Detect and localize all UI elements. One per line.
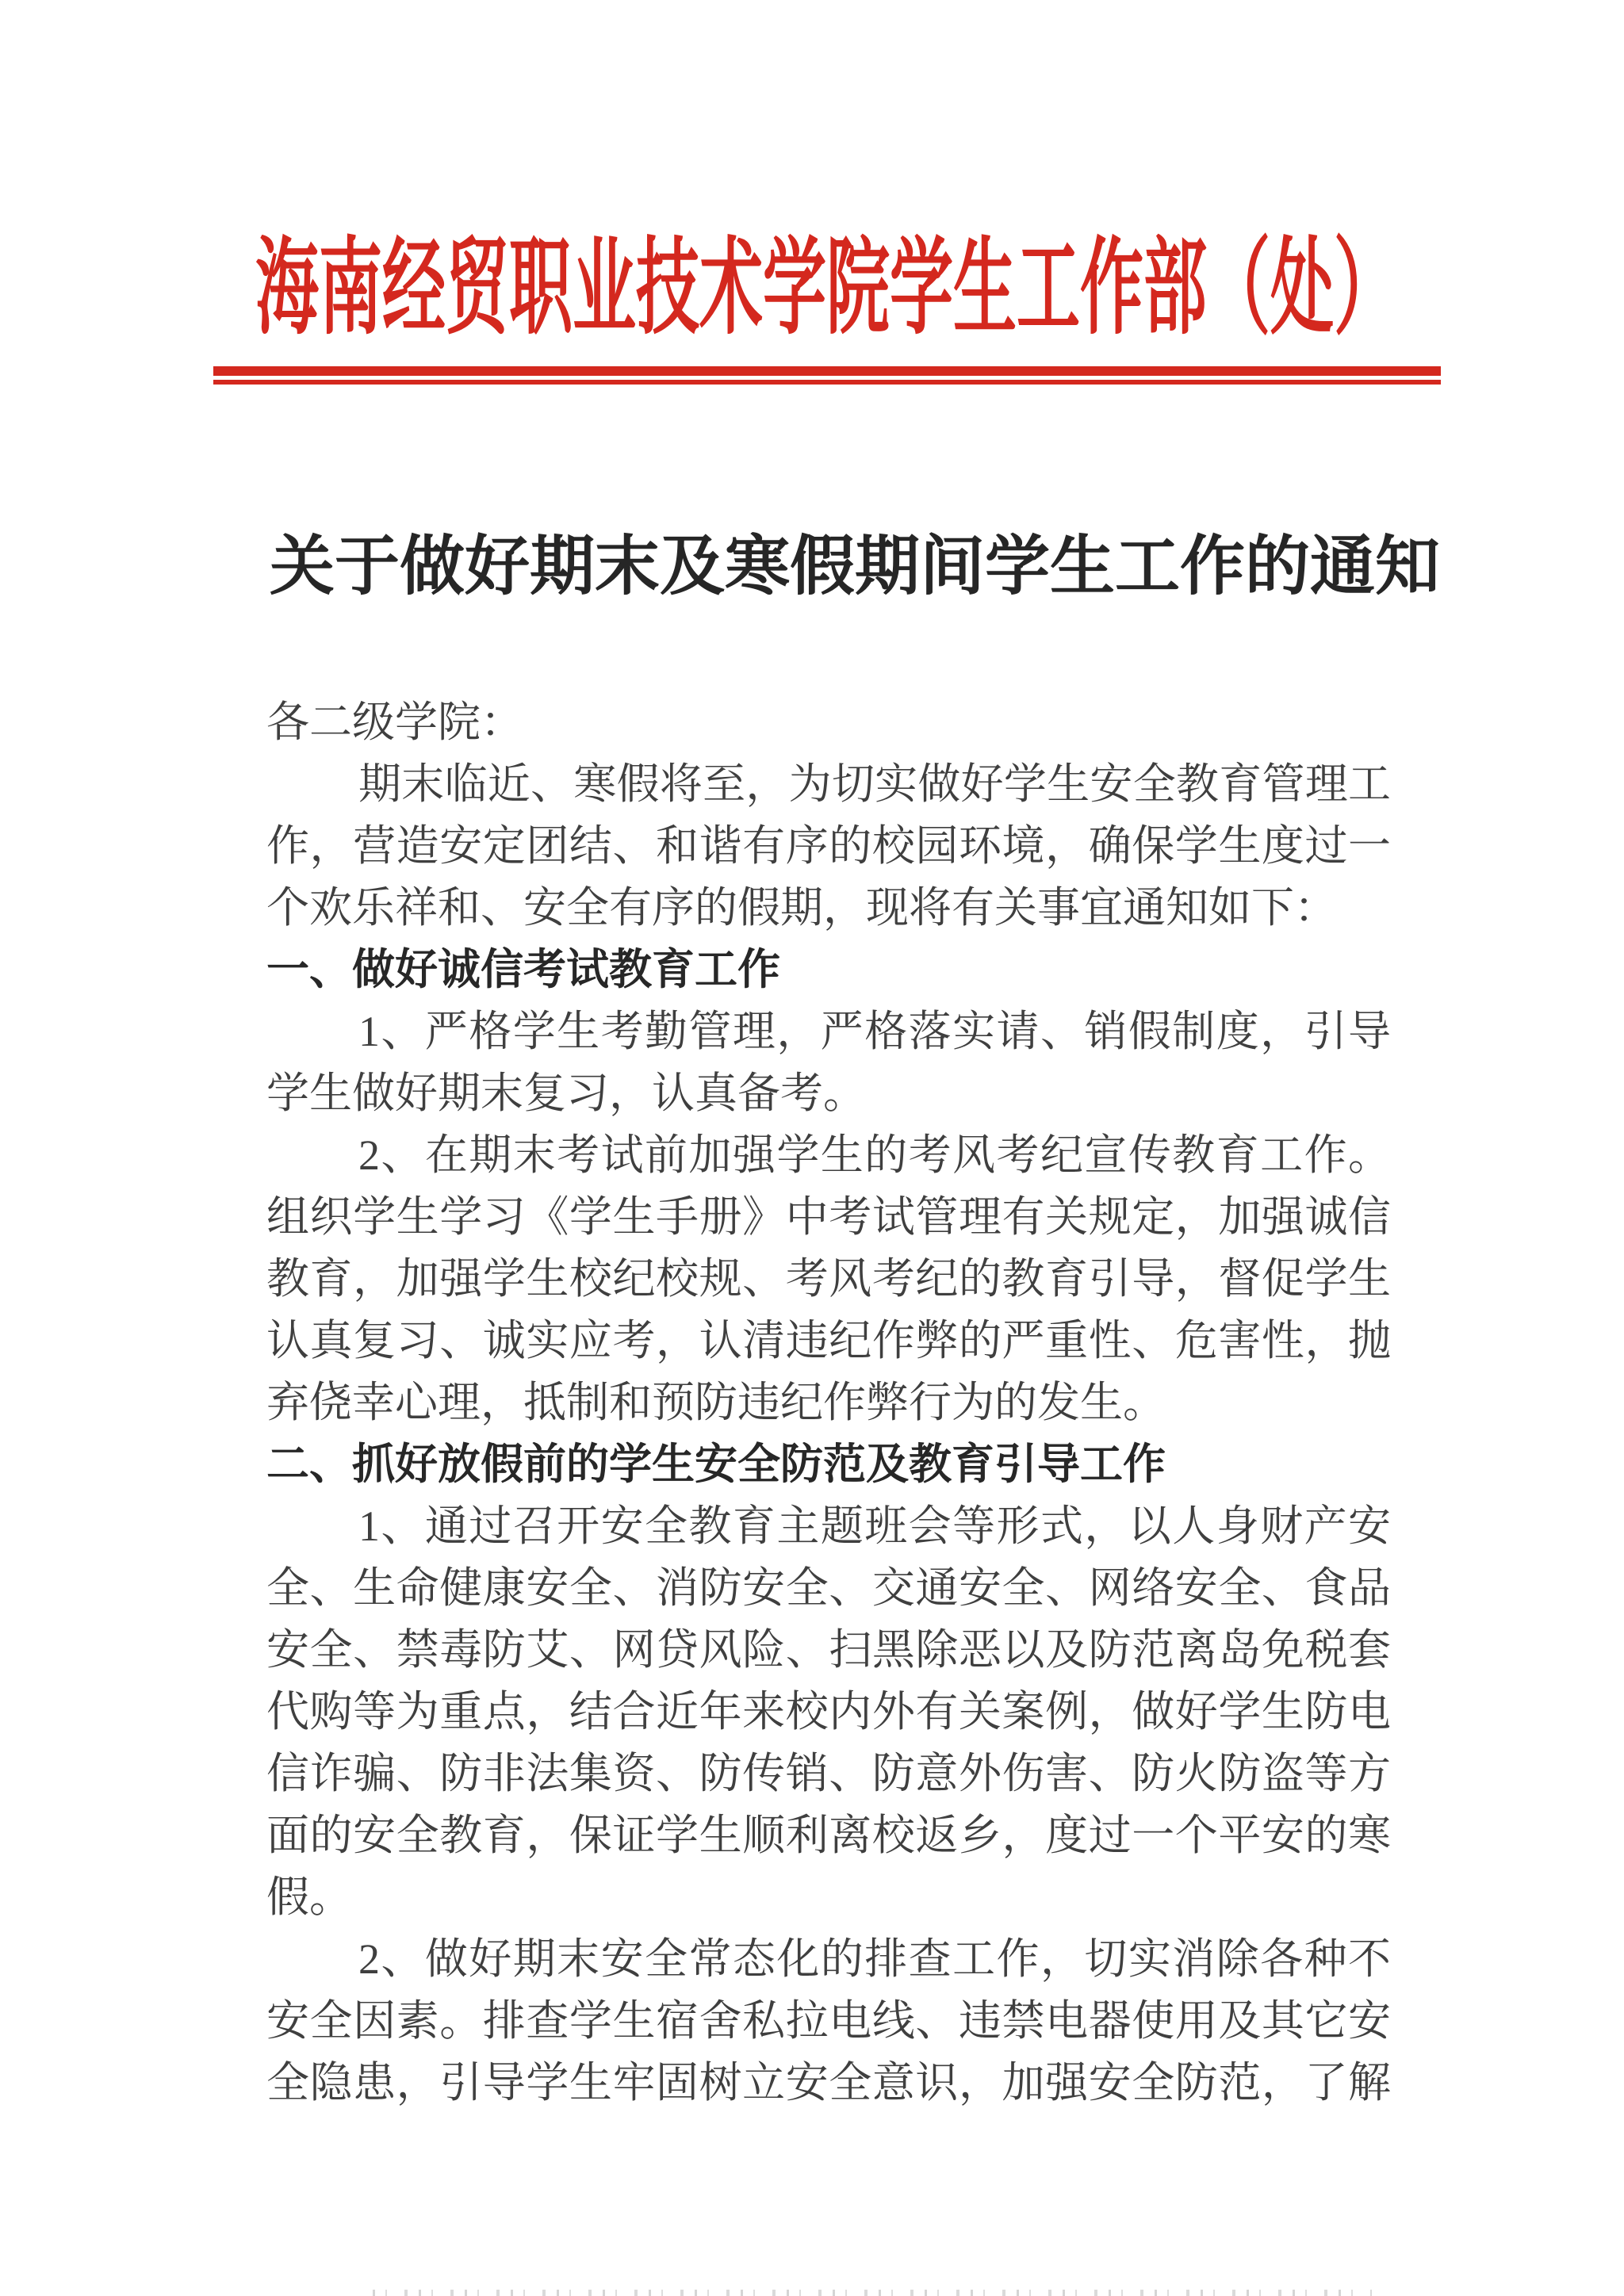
body-line: 个欢乐祥和、安全有序的假期，现将有关事宜通知如下： — [266, 884, 1337, 932]
letterhead-title: 海南经贸职业技术学院学生工作部（处） — [255, 232, 1397, 348]
body-line: 2、在期末考试前加强学生的考风考纪宣传教育工作。 — [358, 1131, 1391, 1179]
body-line: 代购等为重点，结合近年来校内外有关案例，做好学生防电 — [266, 1688, 1391, 1735]
body-line: 信诈骗、防非法集资、防传销、防意外伤害、防火防盗等方 — [266, 1750, 1391, 1797]
body-heading-line: 一、做好诚信考试教育工作 — [266, 946, 780, 993]
body-line: 全、生命健康安全、消防安全、交通安全、网络安全、食品 — [266, 1564, 1391, 1612]
body-line: 作，营造安定团结、和谐有序的校园环境，确保学生度过一 — [266, 822, 1391, 870]
body-line: 1、通过召开安全教育主题班会等形式，以人身财产安 — [358, 1502, 1391, 1550]
document-body — [266, 691, 1391, 2114]
body-line: 1、严格学生考勤管理，严格落实请、销假制度，引导 — [358, 1008, 1391, 1055]
body-line: 面的安全教育，保证学生顺利离校返乡，度过一个平安的寒 — [266, 1812, 1391, 1859]
body-line: 教育，加强学生校纪校规、考风考纪的教育引导，督促学生 — [266, 1255, 1391, 1303]
body-line: 安全、禁毒防艾、网贷风险、扫黑除恶以及防范离岛免税套 — [266, 1626, 1391, 1674]
body-line: 弃侥幸心理，抵制和预防违纪作弊行为的发生。 — [266, 1379, 1166, 1426]
body-heading-line: 二、抓好放假前的学生安全防范及教育引导工作 — [266, 1441, 1166, 1488]
body-line: 2、做好期末安全常态化的排查工作，切实消除各种不 — [358, 1935, 1391, 1983]
body-line: 各二级学院： — [266, 698, 523, 746]
body-line: 全隐患，引导学生牢固树立安全意识，加强安全防范，了解 — [266, 2059, 1391, 2107]
body-line: 学生做好期末复习，认真备考。 — [266, 1070, 866, 1117]
page-bottom-cutoff-line — [373, 2290, 1372, 2296]
body-line: 期末临近、寒假将至，为切实做好学生安全教育管理工 — [358, 760, 1391, 808]
body-line: 认真复习、诚实应考，认清违纪作弊的严重性、危害性，抛 — [266, 1317, 1391, 1364]
body-line: 假。 — [266, 1873, 352, 1921]
body-line: 组织学生学习《学生手册》中考试管理有关规定，加强诚信 — [266, 1193, 1391, 1241]
letterhead-rule-thin — [213, 380, 1441, 385]
letterhead-rule-thick — [213, 366, 1441, 376]
body-line: 安全因素。排查学生宿舍私拉电线、违禁电器使用及其它安 — [266, 1997, 1391, 2045]
document-title: 关于做好期末及寒假期间学生工作的通知 — [269, 530, 1441, 603]
